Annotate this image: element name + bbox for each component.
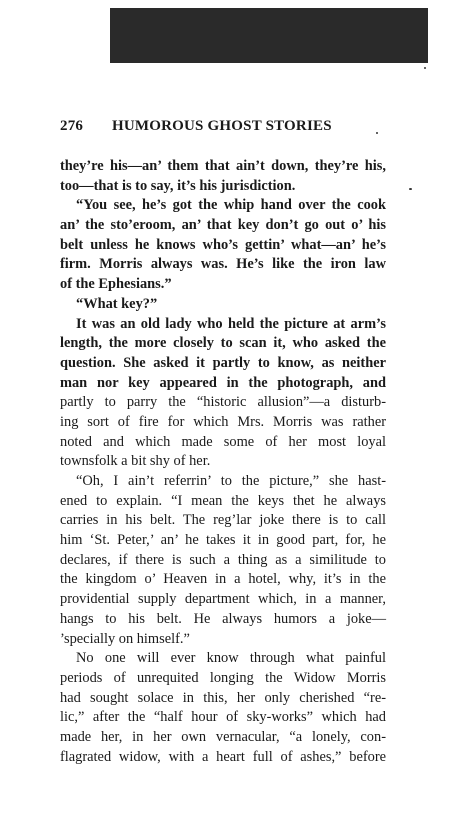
text-line: him ‘St. Peter,’ an’ he takes it in good part, for, he: [60, 532, 386, 549]
text-line: an’ the sto’eroom, an’ that key don’t go out o’ his: [60, 217, 386, 234]
text-line: noted and which made some of her most loyal: [60, 433, 386, 450]
text-line: ’specially on himself.”: [60, 630, 190, 647]
running-head: [60, 118, 380, 140]
scan-speck: [409, 188, 412, 190]
text-line: length, the more closely to scan it, who asked the: [60, 335, 386, 352]
text-line: of the Ephesians.”: [60, 276, 172, 293]
text-line: question. She asked it partly to know, as neither: [60, 354, 386, 371]
text-line: “Oh, I ain’t referrin’ to the picture,” she hast-: [76, 473, 386, 489]
text-line: carries in his belt. The reg’lar joke there is to call: [60, 512, 386, 529]
text-line: firm. Morris always was. He’s like the iron law: [60, 256, 386, 273]
text-line: periods of unrequited longing the Widow Morris: [60, 669, 386, 686]
text-line: “What key?”: [76, 295, 158, 312]
text-line: had sought solace in this, her only cherished “re-: [60, 689, 386, 706]
text-line: too—that is to say, it’s his jurisdiction.: [60, 177, 296, 194]
scan-shadow: [110, 8, 428, 63]
scan-speck: [424, 67, 426, 69]
text-line: belt unless he knows who’s gettin’ what—an’ he’s: [60, 236, 386, 253]
text-line: “You see, he’s got the whip hand over the cook: [76, 197, 386, 214]
text-line: ing sort of fire for which Mrs. Morris was rather: [60, 413, 386, 430]
body-text: [60, 157, 386, 767]
text-line: they’re his—an’ them that ain’t down, they’re his,: [60, 158, 386, 174]
text-line: townsfolk a bit shy of her.: [60, 453, 211, 470]
page-header-title: HUMOROUS GHOST STORIES: [112, 118, 332, 134]
text-line: It was an old lady who held the picture at arm’s: [76, 315, 386, 332]
text-line: partly to parry the “historic allusion”—a disturb-: [60, 394, 386, 411]
text-line: declares, if there is such a thing as a similitude to: [60, 551, 386, 568]
text-line: No one will ever know through what painful: [76, 650, 386, 667]
page-number: 276: [60, 118, 84, 134]
text-line: flagrated widow, with a heart full of ashes,” before: [60, 748, 386, 765]
text-line: ened to explain. “I mean the keys thet he always: [60, 492, 386, 509]
text-line: hangs to his belt. He always humors a joke—: [60, 610, 386, 627]
text-line: man nor key appeared in the photograph, and: [60, 374, 386, 391]
text-line: providential supply department which, in a manner,: [60, 591, 386, 608]
text-line: the kingdom o’ Heaven in a hotel, why, it’s in the: [60, 571, 386, 588]
text-line: lic,” after the “half hour of sky-works” which had: [60, 709, 386, 726]
text-line: made her, in her own vernacular, “a lonely, con-: [60, 728, 386, 745]
